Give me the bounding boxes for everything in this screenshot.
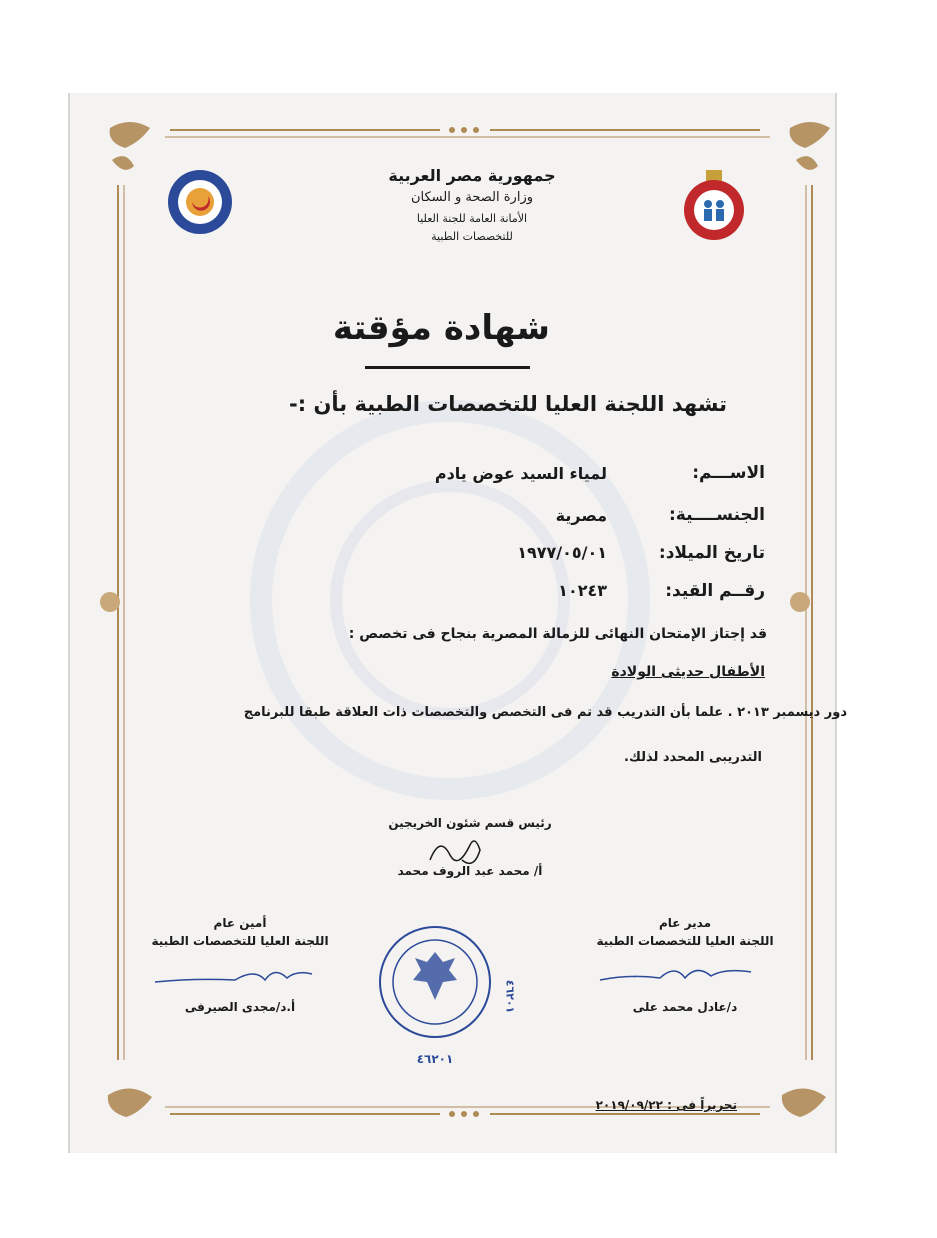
ministry-of-health-logo bbox=[680, 170, 748, 242]
director-title: مدير عام bbox=[658, 916, 711, 930]
eagle-seal-stamp bbox=[375, 922, 495, 1042]
punch-hole-left bbox=[100, 592, 120, 612]
nationality-label: الجنســــية: bbox=[669, 505, 765, 525]
dob-label: تاريخ الميلاد: bbox=[658, 543, 765, 563]
session-statement: دور ديسمبر ٢٠١٣ . علما بأن التدريب قد تم فى التخصص والتخصصات ذات العلاقة طبقا للبرنامج bbox=[243, 705, 847, 720]
secretary-signature bbox=[150, 962, 320, 992]
graduates-head-name: أ/ محمد عبد الروف محمد bbox=[397, 864, 543, 878]
stamp-number-side: ٤٦٢٠١ bbox=[503, 979, 517, 1014]
header-specialties: للتخصصات الطبية bbox=[431, 230, 513, 243]
watermark-inner-ring bbox=[330, 480, 570, 720]
registration-value: ١٠٢٤٣ bbox=[558, 581, 607, 600]
director-org: اللجنة العليا للتخصصات الطبية bbox=[596, 934, 774, 948]
dob-value: ١٩٧٧/٠٥/٠١ bbox=[517, 543, 607, 562]
header-ministry: وزارة الصحة و السكان bbox=[411, 190, 533, 205]
director-name: د/عادل محمد على bbox=[632, 1000, 738, 1014]
issue-date-line bbox=[596, 1098, 737, 1112]
header-republic: جمهورية مصر العربية bbox=[388, 166, 556, 185]
header-secretariat: الأمانة العامة للجنة العليا bbox=[416, 212, 528, 225]
director-signature bbox=[595, 960, 765, 990]
nationality-value: مصرية bbox=[555, 506, 607, 525]
registration-label: رقــم القيد: bbox=[665, 581, 765, 601]
punch-hole-right bbox=[790, 592, 810, 612]
certificate-title: شهادة مؤقتة bbox=[332, 308, 550, 348]
graduates-head-title: رئيس قسم شئون الخريجين bbox=[388, 816, 552, 830]
secretary-title: أمين عام bbox=[213, 916, 267, 930]
stamp-number-bottom: ٤٦٢٠١ bbox=[416, 1052, 454, 1066]
medical-fellowship-seal bbox=[166, 168, 234, 236]
title-underline bbox=[365, 366, 530, 369]
intro-text: تشهد اللجنة العليا للتخصصات الطبية بأن :- bbox=[289, 392, 727, 416]
issue-date: ٢٠١٩/٠٩/٢٢ bbox=[595, 1098, 663, 1112]
name-value: لمياء السيد عوض يادم bbox=[434, 464, 607, 483]
passed-statement: قد إجتاز الإمتحان النهائى للزمالة المصرية بنجاح فى تخصص : bbox=[348, 626, 767, 642]
secretary-org: اللجنة العليا للتخصصات الطبية bbox=[151, 934, 329, 948]
session-continuation: التدريبى المحدد لذلك. bbox=[624, 750, 762, 765]
specialty-name: الأطفال حديثى الولادة bbox=[611, 664, 765, 680]
issue-label: تحريراً فى : bbox=[667, 1098, 737, 1112]
secretary-name: أ.د/مجدى الصيرفى bbox=[184, 1000, 296, 1014]
name-label: الاســـم: bbox=[692, 463, 765, 483]
